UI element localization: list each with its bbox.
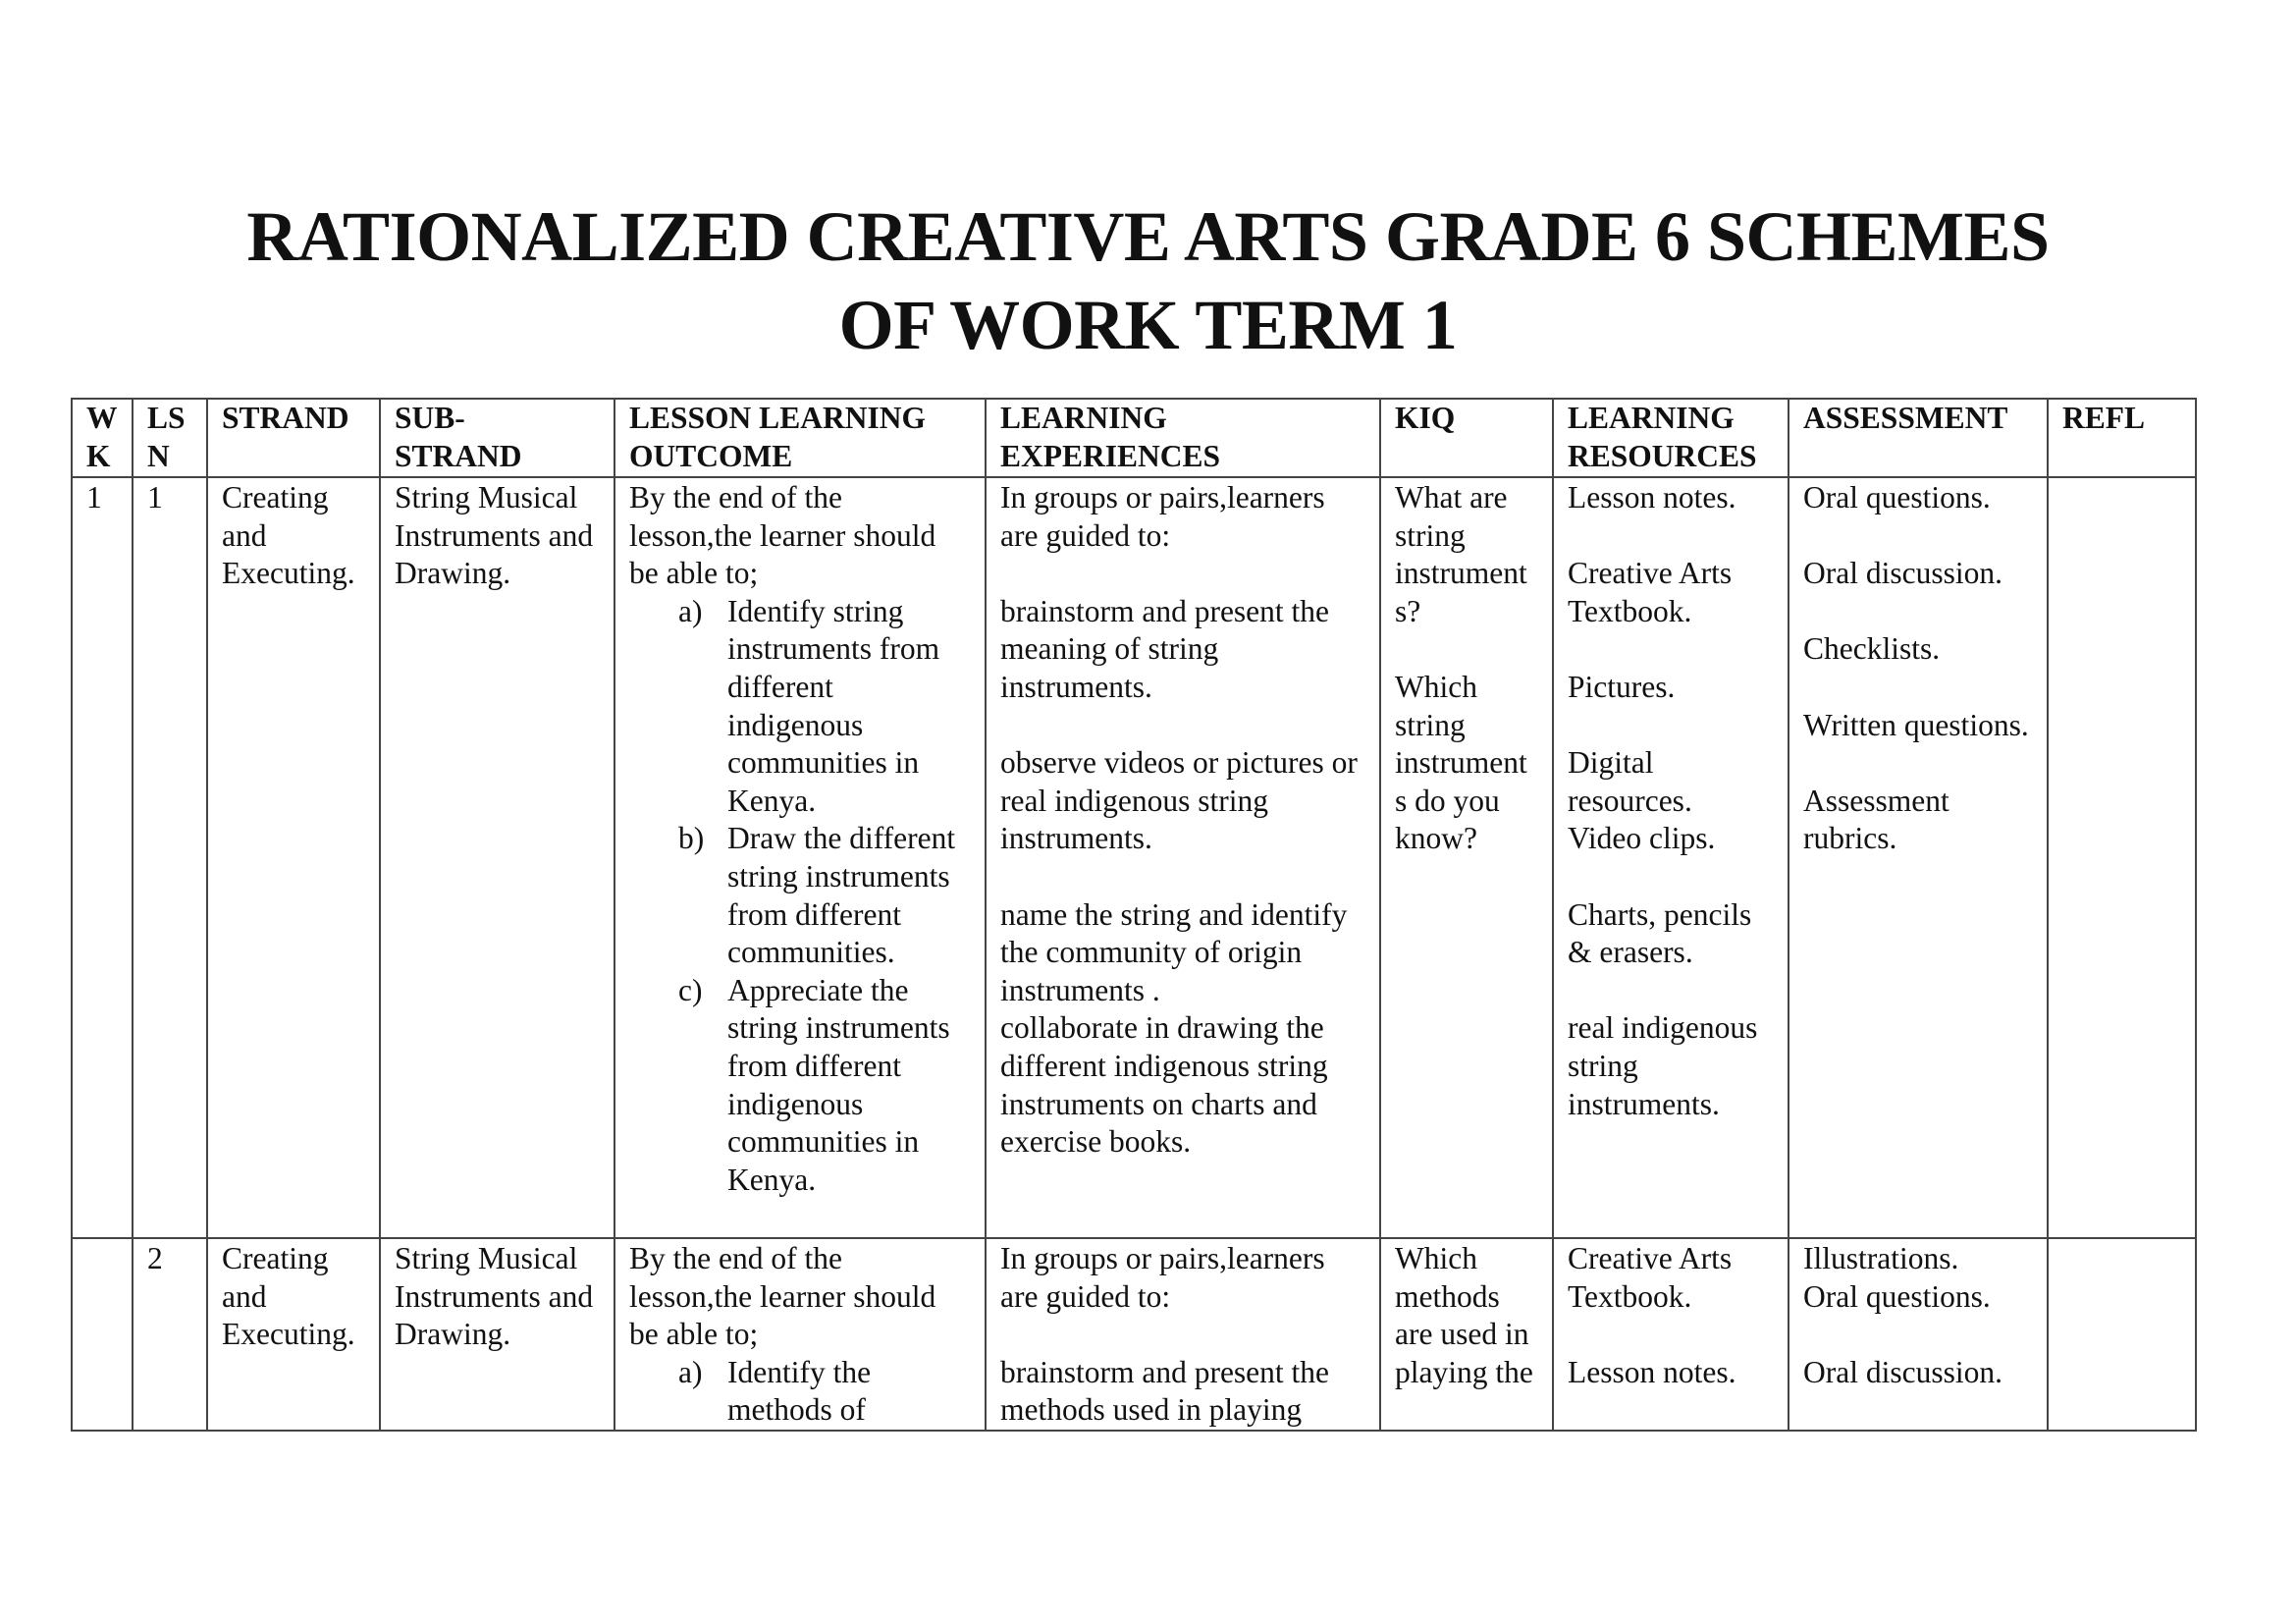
cell-sub-strand: String Musical Instruments and Drawing. — [380, 477, 614, 1238]
scheme-table — [71, 398, 2197, 1432]
title-line-2: OF WORK TERM 1 — [838, 286, 1458, 364]
experience-item: brainstorm and present the methods used in playing — [1000, 1354, 1330, 1428]
title-line-1: RATIONALIZED CREATIVE ARTS GRADE 6 SCHEMES — [246, 197, 2050, 276]
outcome-item — [629, 972, 971, 1200]
header-kiq: KIQ — [1380, 399, 1553, 477]
cell-outcome — [614, 477, 986, 1238]
cell-outcome — [614, 1238, 986, 1431]
resource-item: Lesson notes. — [1568, 480, 1736, 514]
header-assessment: ASSESSMENT — [1789, 399, 2048, 477]
header-experiences: LEARNING EXPERIENCES — [986, 399, 1380, 477]
cell-refl — [2048, 477, 2196, 1238]
header-lsn: LS N — [133, 399, 207, 477]
assessment-item: Oral discussion. — [1803, 556, 2002, 591]
experience-item: collaborate in drawing the different indigenous string instruments on charts and exercise books. — [1000, 1010, 1328, 1160]
outcome-intro: By the end of the lesson,the learner should be able to; — [629, 480, 936, 591]
cell-experiences — [986, 477, 1380, 1238]
cell-wk — [72, 1238, 133, 1431]
resource-item: Digital resources. — [1568, 745, 1692, 818]
resource-item: Lesson notes. — [1568, 1354, 1736, 1389]
outcome-marker: b) — [678, 821, 705, 856]
resource-item: Video clips. — [1568, 821, 1716, 856]
assessment-item: Checklists. — [1803, 631, 1941, 667]
header-strand: STRAND — [207, 399, 380, 477]
experiences-intro: In groups or pairs,learners are guided to: — [1000, 1241, 1325, 1314]
assessment-item: Oral questions. — [1803, 1278, 1991, 1314]
assessment-item: Oral questions. — [1803, 480, 1991, 514]
outcome-marker: a) — [678, 1354, 703, 1389]
kiq-item: What are string instrument s? — [1395, 480, 1527, 628]
cell-kiq — [1380, 477, 1553, 1238]
resource-item: Charts, pencils & erasers. — [1568, 896, 1752, 970]
header-sub-strand: SUB- STRAND — [380, 399, 614, 477]
header-outcome: LESSON LEARNING OUTCOME — [614, 399, 986, 477]
outcome-item — [629, 1354, 971, 1430]
resource-item: Creative Arts Textbook. — [1568, 556, 1733, 628]
assessment-item: Assessment rubrics. — [1803, 783, 1949, 856]
cell-lsn: 2 — [133, 1238, 207, 1431]
outcome-text: Identify the methods of — [727, 1354, 872, 1428]
cell-wk: 1 — [72, 477, 133, 1238]
cell-sub-strand: String Musical Instruments and Drawing. — [380, 1238, 614, 1431]
document-title — [0, 192, 2296, 369]
outcome-marker: a) — [678, 593, 703, 628]
outcome-list — [629, 1354, 971, 1430]
cell-strand: Creating and Executing. — [207, 477, 380, 1238]
header-wk: W K — [72, 399, 133, 477]
outcome-intro: By the end of the lesson,the learner should be able to; — [629, 1241, 936, 1352]
resource-item: real indigenous string instruments. — [1568, 1010, 1758, 1121]
header-refl: REFL — [2048, 399, 2196, 477]
header-resources: LEARNING RESOURCES — [1553, 399, 1789, 477]
outcome-marker: c) — [678, 972, 703, 1007]
outcome-text: Appreciate the string instruments from different indigenous communities in Kenya. — [727, 972, 950, 1197]
experience-item: brainstorm and present the meaning of string instruments. — [1000, 593, 1330, 704]
assessment-item: Illustrations. — [1803, 1241, 1959, 1275]
outcome-item — [629, 593, 971, 821]
kiq-item: Which methods are used in playing the — [1395, 1241, 1533, 1389]
kiq-item: Which string instrument s do you know? — [1395, 669, 1527, 856]
cell-experiences — [986, 1238, 1380, 1431]
cell-resources — [1553, 1238, 1789, 1431]
experiences-intro: In groups or pairs,learners are guided to: — [1000, 480, 1325, 553]
resource-item: Creative Arts Textbook. — [1568, 1241, 1733, 1314]
cell-resources — [1553, 477, 1789, 1238]
outcome-item — [629, 820, 971, 971]
table-row — [72, 1238, 2196, 1431]
experience-item: observe videos or pictures or real indigenous string instruments. — [1000, 745, 1358, 856]
header-row — [72, 399, 2196, 477]
cell-assessment — [1789, 477, 2048, 1238]
cell-assessment — [1789, 1238, 2048, 1431]
cell-kiq — [1380, 1238, 1553, 1431]
resource-item: Pictures. — [1568, 669, 1676, 704]
outcome-text: Draw the different string instruments from different communities. — [727, 821, 956, 970]
assessment-item: Oral discussion. — [1803, 1354, 2002, 1389]
table-row — [72, 477, 2196, 1238]
cell-refl — [2048, 1238, 2196, 1431]
experience-item: name the string and identify the community of origin instruments . — [1000, 896, 1348, 1007]
outcome-list — [629, 593, 971, 1200]
assessment-item: Written questions. — [1803, 707, 2029, 742]
cell-lsn: 1 — [133, 477, 207, 1238]
cell-strand: Creating and Executing. — [207, 1238, 380, 1431]
outcome-text: Identify string instruments from different indigenous communities in Kenya. — [727, 593, 940, 818]
